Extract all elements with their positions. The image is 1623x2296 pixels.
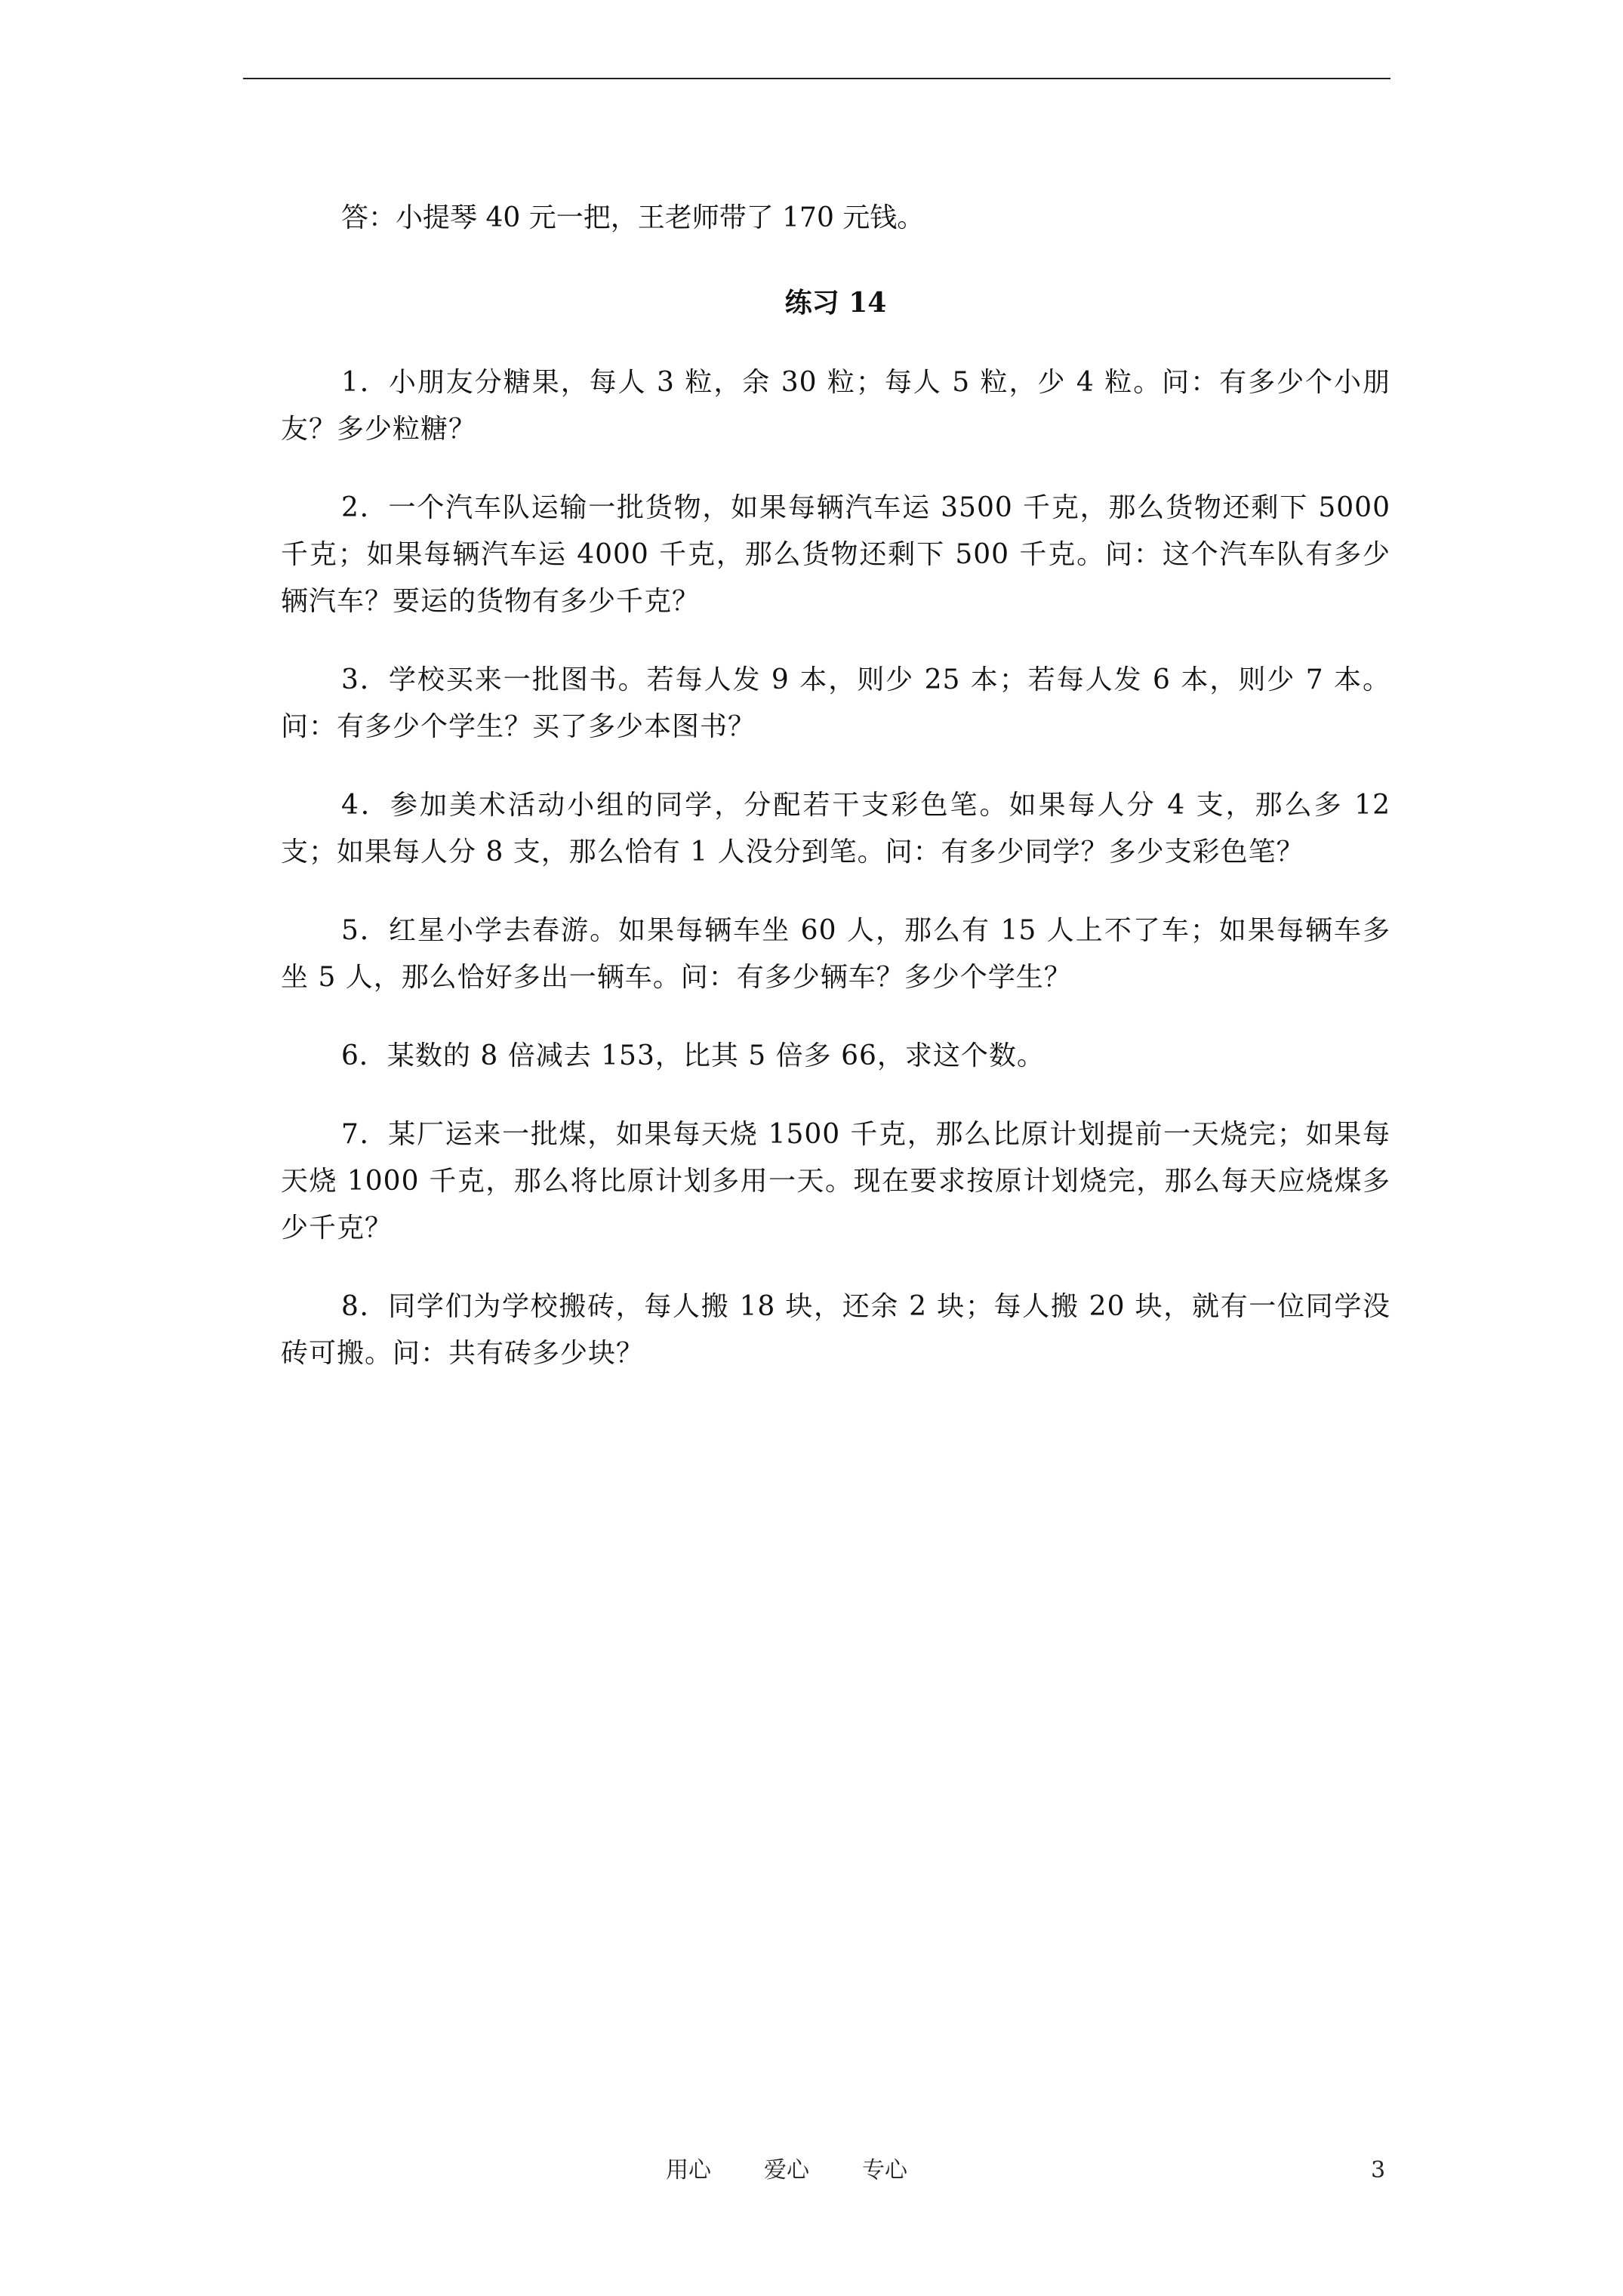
section-title: 练习 14 [784,287,887,319]
problem-6: 6．某数的 8 倍减去 153，比其 5 倍多 66，求这个数。 [341,1040,1045,1071]
footer-motto-word: 用心 [666,2157,711,2184]
problem-1: 1．小朋友分糖果，每人 3 粒，余 30 粒；每人 5 粒，少 4 粒。问：有多少个小朋友？多少粒糖？ [281,367,1390,445]
header-rule [243,78,1390,79]
problem-5: 5．红星小学去春游。如果每辆车坐 60 人，那么有 15 人上不了车；如果每辆车多坐 5 人，那么恰好多出一辆车。问：有多少辆车？多少个学生？ [281,915,1390,993]
page-content [281,195,1390,1409]
footer-motto-word: 爱心 [764,2157,809,2184]
page-footer [0,2152,1623,2190]
problem-8: 8．同学们为学校搬砖，每人搬 18 块，还余 2 块；每人搬 20 块，就有一位同学没砖可搬。问：共有砖多少块？ [281,1291,1390,1369]
page-number: 3 [1371,2157,1386,2184]
problem-2: 2．一个汽车队运输一批货物，如果每辆汽车运 3500 千克，那么货物还剩下 5000 千克；如果每辆汽车运 4000 千克，那么货物还剩下 500 千克。问：这个汽车队有多少辆汽车？要运的货物有多少千克？ [281,492,1390,617]
answer-line: 答：小提琴 40 元一把，王老师带了 170 元钱。 [341,202,925,233]
problem-3: 3．学校买来一批图书。若每人发 9 本，则少 25 本；若每人发 6 本，则少 7 本。问：有多少个学生？买了多少本图书？ [281,664,1390,742]
footer-motto [666,2152,960,2190]
problem-4: 4．参加美术活动小组的同学，分配若干支彩色笔。如果每人分 4 支，那么多 12 支；如果每人分 8 支，那么恰有 1 人没分到笔。问：有多少同学？多少支彩色笔？ [281,790,1390,868]
problem-7: 7．某厂运来一批煤，如果每天烧 1500 千克，那么比原计划提前一天烧完；如果每天烧 1000 千克，那么将比原计划多用一天。现在要求按原计划烧完，那么每天应烧煤多少千克？ [281,1119,1390,1244]
footer-motto-word: 专心 [862,2157,907,2184]
